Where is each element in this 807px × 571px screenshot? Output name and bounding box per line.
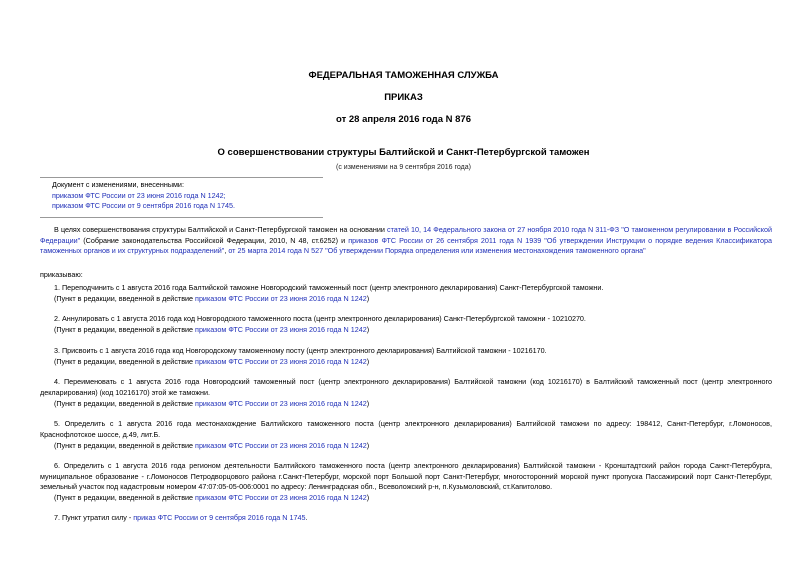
agency-name: ФЕДЕРАЛЬНАЯ ТАМОЖЕННАЯ СЛУЖБА bbox=[308, 70, 499, 81]
note-suffix: ) bbox=[366, 441, 370, 450]
document-date-number: от 28 апреля 2016 года N 876 bbox=[336, 114, 471, 125]
note-link[interactable]: приказом ФТС России от 23 июня 2016 года N 1242 bbox=[195, 357, 367, 366]
item-7-end: . bbox=[305, 513, 308, 522]
note-link[interactable]: приказом ФТС России от 23 июня 2016 года N 1242 bbox=[195, 441, 367, 450]
preamble-text-1: В целях совершенствования структуры Балтийской и Санкт-Петербургской таможен на основании bbox=[54, 225, 387, 234]
item-3: 3. Присвоить с 1 августа 2016 года код Новгородскому таможенному посту (центр электронного декларирования) Балтийской таможни - 10216170. bbox=[54, 346, 547, 355]
item-5: 5. Определить с 1 августа 2016 года местонахождение Балтийского таможенного поста (центр электронного декларирования) Балтийской таможни по адресу: 198412, Санкт-Петербург, г.Ломоносов, Краснофлотское шоссе, д.49, лит.Б. bbox=[40, 419, 772, 439]
note-prefix: (Пункт в редакции, введенной в действие bbox=[54, 399, 196, 408]
note-suffix: ) bbox=[366, 399, 370, 408]
note-link[interactable]: приказом ФТС России от 23 июня 2016 года N 1242 bbox=[195, 399, 367, 408]
preamble-text-3: , bbox=[224, 246, 229, 256]
note-suffix: ) bbox=[366, 493, 370, 502]
amendment-link-1242[interactable]: приказом ФТС России от 23 июня 2016 года N 1242; bbox=[52, 190, 226, 200]
order-word: приказываю: bbox=[40, 270, 83, 279]
item-1-note bbox=[54, 294, 369, 305]
amendments-box bbox=[52, 180, 235, 212]
divider-bottom bbox=[40, 217, 323, 218]
document-title: О совершенствовании структуры Балтийской и Санкт-Петербургской таможен bbox=[217, 147, 590, 158]
note-link[interactable]: приказом ФТС России от 23 июня 2016 года N 1242 bbox=[195, 294, 367, 303]
order-527-link[interactable]: от 25 марта 2014 года N 527 "Об утверждении Порядка определения или изменения местонахождения таможенного органа" bbox=[228, 246, 646, 256]
item-1: 1. Переподчинить с 1 августа 2016 года Балтийской таможне Новгородский таможенный пост (центр электронного декларирования) Санкт-Петербургской таможни. bbox=[54, 283, 604, 292]
note-prefix: (Пункт в редакции, введенной в действие bbox=[54, 325, 196, 334]
item-4: 4. Переименовать с 1 августа 2016 года Новгородский таможенный пост (центр электронного декларирования) Балтийской таможни (код 10216170) в Балтийский таможенный пост (центр электронного декларирования) (код 10216170) этой же таможни. bbox=[40, 377, 772, 397]
item-6-note bbox=[54, 493, 369, 504]
document-type: ПРИКАЗ bbox=[384, 92, 423, 103]
item-3-note bbox=[54, 357, 369, 368]
note-prefix: (Пункт в редакции, введенной в действие bbox=[54, 294, 196, 303]
item-7-text: 7. Пункт утратил силу - bbox=[54, 513, 134, 522]
item-5-note bbox=[54, 441, 369, 452]
item-7 bbox=[54, 513, 307, 524]
item-2-note bbox=[54, 325, 369, 336]
note-suffix: ) bbox=[366, 357, 370, 366]
amendments-label: Документ с изменениями, внесенными: bbox=[52, 180, 184, 189]
amendment-link-1745[interactable]: приказом ФТС России от 9 сентября 2016 года N 1745. bbox=[52, 201, 236, 211]
order-1939-link[interactable]: приказов ФТС России от 26 сентября 2011 года N 1939 "Об утверждении Инструкции о порядке ведения Классификатора таможенных органов и их структурных подразделений" bbox=[40, 235, 772, 256]
item-7-link[interactable]: приказ ФТС России от 9 сентября 2016 года N 1745 bbox=[133, 513, 306, 522]
note-prefix: (Пункт в редакции, введенной в действие bbox=[54, 493, 196, 502]
item-2: 2. Аннулировать с 1 августа 2016 года код Новгородского таможенного поста (центр электронного декларирования) Санкт-Петербургской таможни - 10210270. bbox=[54, 314, 586, 323]
note-suffix: ) bbox=[366, 294, 370, 303]
note-link[interactable]: приказом ФТС России от 23 июня 2016 года N 1242 bbox=[195, 493, 367, 502]
note-link[interactable]: приказом ФТС России от 23 июня 2016 года N 1242 bbox=[195, 325, 367, 334]
preamble-text-2: (Собрание законодательства Российской Федерации, 2010, N 48, ст.6252) и bbox=[80, 235, 349, 245]
changes-note: (с изменениями на 9 сентября 2016 года) bbox=[336, 164, 471, 171]
note-prefix: (Пункт в редакции, введенной в действие bbox=[54, 357, 196, 366]
item-6: 6. Определить с 1 августа 2016 года регионом деятельности Балтийского таможенного поста (центр электронного декларирования) Балтийской таможни - Кронштадтский район города Санкт-Петербурга, муниципальное образование - г.Ломоносов Петродворцового района г.Санкт-Петербург, морской порт Большой порт Санкт-Петербург, многосторонний морской пункт пропуска Пассажирский порт Санкт-Петербург, земельный участок под кадастровым номером 47:07:05-05-006:0001 по адресу: Ленинградская обл., Всеволожский р-н, п.Кузьмоловский, ст.Капитолово. bbox=[40, 461, 772, 492]
note-suffix: ) bbox=[366, 325, 370, 334]
preamble bbox=[40, 225, 772, 257]
law-311-fz-link[interactable]: статей 10, 14 Федерального закона от 27 ноября 2010 года N 311-ФЗ "О таможенном регулировании в Российской Федерации" bbox=[40, 225, 772, 245]
note-prefix: (Пункт в редакции, введенной в действие bbox=[54, 441, 196, 450]
divider-top bbox=[40, 177, 323, 178]
item-4-note bbox=[54, 399, 369, 410]
